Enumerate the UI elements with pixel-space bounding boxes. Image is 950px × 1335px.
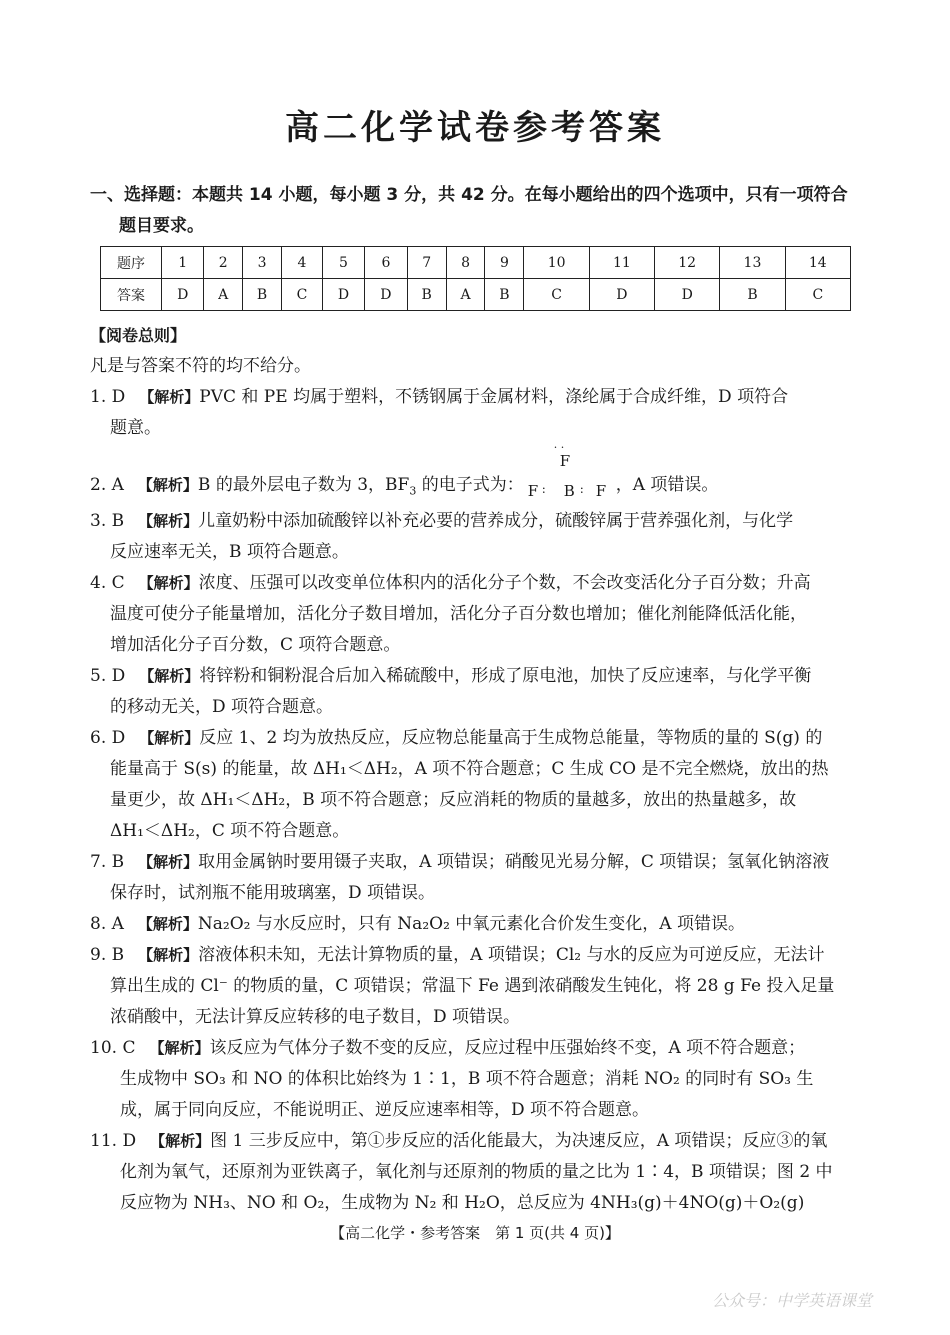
explanation-line: 的电子式为： [416,475,524,495]
explanations [90,320,870,1219]
question-number: 7. B [90,852,125,873]
analysis-tag: 【解析】 [138,512,199,531]
explanation-line: 保存时，试剂瓶不能用玻璃塞，D 项错误。 [110,883,436,904]
table-cell: B [485,279,524,311]
explanation-q2: 2. A 【解析】B 的最外层电子数为 3，$BF_3$ 的电子式为： F · · F B F : : ，A 项错误。 [90,470,870,506]
table-cell: 5 [322,247,364,279]
explanation-q9 [90,940,870,1033]
table-row-numbers [101,247,851,279]
explanation-line: 的移动无关，D 项符合题意。 [110,697,334,718]
rules-text: 凡是与答案不符的均不给分。 [90,356,311,376]
table-header-cell: 题序 [101,247,162,279]
lewis-dots: : [541,482,546,497]
explanation-line: 成，属于同向反应，不能说明正、逆反应速率相等，D 项不符合题意。 [120,1100,650,1121]
table-cell: D [322,279,364,311]
question-number: 6. D [90,728,126,749]
question-number: 4. C [90,573,125,594]
analysis-tag: 【解析】 [138,574,199,593]
page-footer: 【高二化学・参考答案 第 1 页(共 4 页)】 [330,1224,620,1242]
watermark: 公众号：中学英语课堂 [712,1291,873,1310]
analysis-tag: 【解析】 [149,1039,210,1058]
lewis-dots: · · [553,441,565,455]
table-cell: D [365,279,407,311]
explanation-line: 图 1 三步反应中，第①步反应的活化能最大，为决速反应，A 项错误；反应③的氧 [210,1131,828,1152]
table-cell: 1 [162,247,204,279]
explanation-line: 算出生成的 Cl⁻ 的物质的量，C 项错误；常温下 Fe 遇到浓硝酸发生钝化，将 28 g Fe 投入足量 [110,976,835,997]
question-number: 9. B [90,945,125,966]
table-cell: A [446,279,485,311]
question-number: 3. B [90,511,125,532]
lewis-atom-f-right: F [595,482,607,501]
explanation-line: 温度可使分子能量增加，活化分子数目增加，活化分子百分数也增加；催化剂能降低活化能， [110,604,807,625]
lewis-atom-f-top: F [559,452,571,471]
table-cell: C [785,279,850,311]
question-number: 2. A [90,475,124,495]
explanation-line: B 的最外层电子数为 3，BF [197,475,410,495]
explanation-line: 该反应为气体分子数不变的反应，反应过程中压强始终不变，A 项不符合题意； [209,1038,806,1059]
table-cell: 14 [785,247,850,279]
section-heading [90,180,880,242]
analysis-tag: 【解析】 [137,476,198,494]
table-cell: B [407,279,446,311]
explanation-line: 取用金属钠时要用镊子夹取，A 项错误；硝酸见光易分解，C 项错误；氢氧化钠溶液 [198,852,830,873]
answer-table [100,246,851,311]
table-cell: 11 [589,247,654,279]
table-cell: 7 [407,247,446,279]
explanation-line: Na₂O₂ 与水反应时，只有 Na₂O₂ 中氧元素化合价发生变化，A 项错误。 [197,914,745,935]
explanation-line: 将锌粉和铜粉混合后加入稀硫酸中，形成了原电池，加快了反应速率，与化学平衡 [199,666,812,687]
explanation-line: 浓度、压强可以改变单位体积内的活化分子个数，不会改变活化分子百分数；升高 [198,573,811,594]
explanation-line: 浓硝酸中，无法计算反应转移的电子数目，D 项错误。 [110,1007,521,1028]
section-heading-line2: 题目要求。 [119,216,204,236]
table-cell: D [162,279,204,311]
table-row-answers [101,279,851,311]
table-cell: A [204,279,243,311]
explanation-line: 反应速率无关，B 项符合题意。 [110,542,349,563]
table-cell: 10 [524,247,589,279]
table-cell: B [242,279,281,311]
question-number: 8. A [90,914,124,935]
table-cell: B [720,279,785,311]
explanation-line: 能量高于 S(s) 的能量，故 ΔH₁＜ΔH₂，A 项不符合题意；C 生成 CO 是不完全燃烧，放出的热 [110,759,829,780]
analysis-tag: 【解析】 [139,729,200,748]
explanation-line: 反应 1、2 均为放热反应，反应物总能量高于生成物总能量，等物质的量的 S(g) 的 [199,728,823,749]
explanation-line: ，A 项错误。 [615,475,719,495]
explanation-line: 化剂为氧气，还原剂为亚铁离子，氧化剂与还原剂的物质的量之比为 1∶4，B 项错误；图 2 中 [120,1162,833,1183]
table-cell: D [589,279,654,311]
analysis-tag: 【解析】 [150,1132,211,1151]
analysis-tag: 【解析】 [139,667,200,686]
explanation-q7 [90,847,870,909]
question-number: 1. D [90,387,126,407]
analysis-tag: 【解析】 [138,946,199,965]
section-heading-line1: 一、选择题：本题共 14 小题，每小题 3 分，共 42 分。在每小题给出的四个选项中，只有一项符合 [90,185,848,205]
table-cell: C [282,279,323,311]
table-cell: 12 [655,247,720,279]
analysis-tag: 【解析】 [137,915,198,934]
table-cell: 3 [242,247,281,279]
table-cell: 2 [204,247,243,279]
explanation-line: 量更少，故 ΔH₁＜ΔH₂，B 项不符合题意；反应消耗的物质的量越多，放出的热量越多，故 [110,790,797,811]
table-header-cell: 答案 [101,279,162,311]
lewis-dots: : [579,482,584,497]
explanation-q5 [90,661,870,723]
table-cell: D [655,279,720,311]
explanation-q8 [90,909,870,940]
explanation-line: 儿童奶粉中添加硫酸锌以补充必要的营养成分，硫酸锌属于营养强化剂，与化学 [198,511,794,532]
table-cell: 13 [720,247,785,279]
explanation-q10 [90,1033,870,1126]
table-cell: C [524,279,589,311]
explanation-q3 [90,506,870,568]
analysis-tag: 【解析】 [139,388,200,406]
table-cell: 9 [485,247,524,279]
question-number: 10. C [90,1038,136,1059]
lewis-atom-f-left: F [527,482,539,501]
explanation-line: ΔH₁＜ΔH₂，C 项不符合题意。 [110,821,350,842]
lewis-atom-b: B [563,482,575,501]
explanation-q4 [90,568,870,661]
explanation-q11 [90,1126,870,1219]
explanation-q6 [90,723,870,847]
explanation-line: 溶液体积未知，无法计算物质的量，A 项错误；Cl₂ 与水的反应为可逆反应，无法计 [198,945,825,966]
question-number: 11. D [90,1131,137,1152]
table-cell: 4 [282,247,323,279]
question-number: 5. D [90,666,126,687]
explanation-line: PVC 和 PE 均属于塑料，不锈钢属于金属材料，涤纶属于合成纤维，D 项符合 [199,387,789,407]
explanation-line: 增加活化分子百分数，C 项符合题意。 [110,635,401,656]
bf3-lewis-structure [524,441,616,506]
explanation-q1 [90,382,870,444]
analysis-tag: 【解析】 [138,853,199,872]
explanation-line: 生成物中 SO₃ 和 NO 的体积比始终为 1∶1，B 项不符合题意；消耗 NO₂ 的同时有 SO₃ 生 [120,1069,814,1090]
explanation-line: 题意。 [110,418,161,438]
table-cell: 6 [365,247,407,279]
explanation-line: 反应物为 NH₃、NO 和 O₂，生成物为 N₂ 和 H₂O，总反应为 4NH₃(g)＋4NO(g)＋O₂(g) [120,1193,805,1214]
page-title: 高二化学试卷参考答案 [285,108,665,148]
table-cell: 8 [446,247,485,279]
rules-title: 【阅卷总则】 [90,326,187,345]
